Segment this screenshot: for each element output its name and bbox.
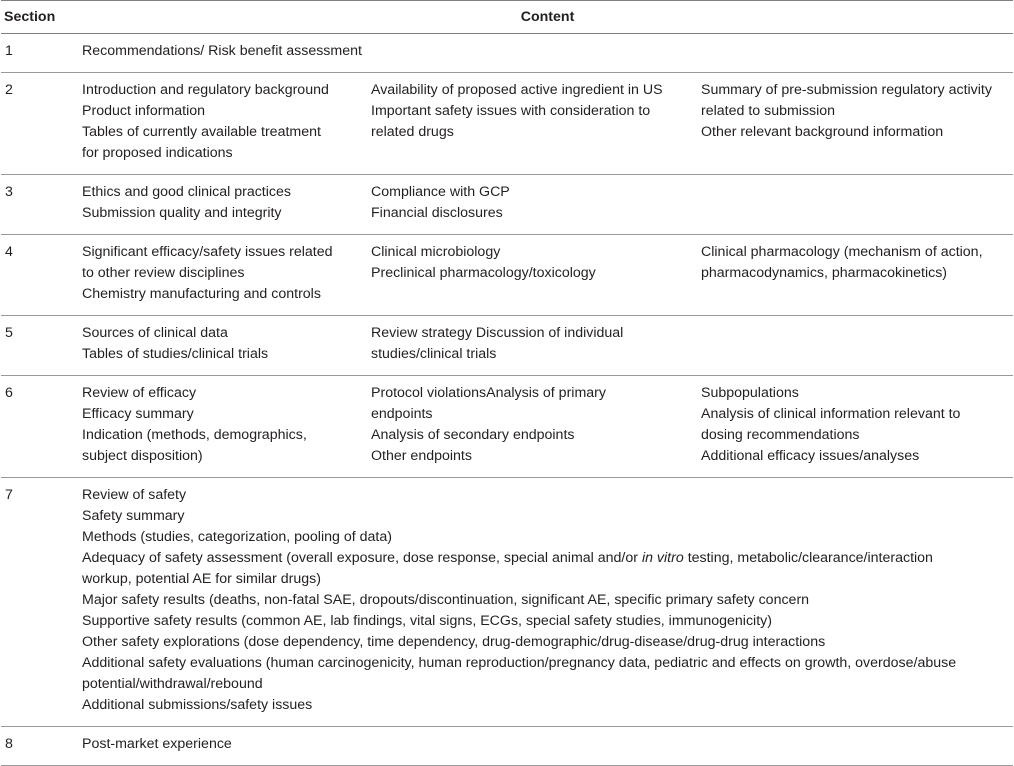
table-row	[1, 175, 1013, 235]
table-header-row	[1, 1, 1013, 34]
content-cell	[699, 73, 1013, 175]
content-line: Important safety issues with consideration to	[371, 103, 651, 119]
content-column-header: Content	[520, 9, 575, 25]
content-line	[82, 548, 1011, 569]
review-sections-table	[1, 0, 1013, 766]
content-fragment: testing, metabolic/clearance/interaction	[687, 550, 933, 566]
table-row	[1, 235, 1013, 316]
section-number: 5	[5, 325, 13, 341]
content-cell	[369, 376, 699, 478]
content-line: Clinical pharmacology (mechanism of action,	[701, 244, 983, 260]
content-line: Post-market experience	[82, 736, 232, 752]
content-cell	[79, 34, 1013, 73]
content-line: potential/withdrawal/rebound	[82, 676, 263, 692]
content-line: Other safety explorations (dose dependency, time dependency, drug-demographic/drug-disease/drug-drug interactions	[82, 634, 826, 650]
content-cell	[79, 727, 1013, 766]
content-line: workup, potential AE for similar drugs)	[82, 571, 321, 587]
content-line: Supportive safety results (common AE, lab findings, vital signs, ECGs, special safety studies, immunogenicity)	[82, 613, 772, 629]
content-line: Financial disclosures	[371, 205, 503, 221]
section-number: 6	[5, 385, 13, 401]
content-cell	[699, 316, 1013, 376]
table-row	[1, 478, 1013, 727]
content-line: Safety summary	[82, 508, 185, 524]
content-line: Introduction and regulatory background	[82, 82, 329, 98]
content-line: Submission quality and integrity	[82, 205, 282, 221]
content-line: Additional safety evaluations (human carcinogenicity, human reproduction/pregnancy data, pediatric and effects on growth, overdose/abuse	[82, 655, 957, 671]
content-line: for proposed indications	[82, 145, 233, 161]
content-line: dosing recommendations	[701, 427, 860, 443]
content-line: Recommendations/ Risk benefit assessment	[82, 43, 362, 59]
content-line: Product information	[82, 103, 206, 119]
content-cell	[699, 175, 1013, 235]
content-cell	[369, 73, 699, 175]
section-number: 2	[5, 82, 13, 98]
content-line: Ethics and good clinical practices	[82, 184, 291, 200]
content-cell	[369, 316, 699, 376]
content-line: Indication (methods, demographics,	[82, 427, 307, 443]
content-cell	[699, 235, 1013, 316]
content-cell	[699, 376, 1013, 478]
content-fragment: Adequacy of safety assessment (overall exposure, dose response, special animal and/or	[82, 550, 638, 566]
italic-term: in vitro	[641, 550, 684, 566]
table-row	[1, 73, 1013, 175]
content-line: Clinical microbiology	[371, 244, 501, 260]
content-line: Other relevant background information	[701, 124, 944, 140]
content-line: to other review disciplines	[82, 265, 245, 281]
section-number: 4	[5, 244, 13, 260]
table-row	[1, 34, 1013, 73]
table-row	[1, 316, 1013, 376]
content-line: Methods (studies, categorization, pooling of data)	[82, 529, 392, 545]
content-line: Additional efficacy issues/analyses	[701, 448, 920, 464]
content-line: endpoints	[371, 406, 433, 422]
content-line: Major safety results (deaths, non-fatal SAE, dropouts/discontinuation, significant AE, specific primary safety concern	[82, 592, 810, 608]
content-cell	[79, 316, 369, 376]
content-line: Review of safety	[82, 487, 187, 503]
content-line: Efficacy summary	[82, 406, 194, 422]
table-row	[1, 727, 1013, 766]
content-line: Subpopulations	[701, 385, 799, 401]
content-cell	[369, 235, 699, 316]
content-line: Chemistry manufacturing and controls	[82, 286, 321, 302]
content-line: related drugs	[371, 124, 454, 140]
section-number: 3	[5, 184, 13, 200]
section-number: 8	[5, 736, 13, 752]
content-line: Additional submissions/safety issues	[82, 697, 313, 713]
section-number: 1	[5, 43, 13, 59]
content-line: related to submission	[701, 103, 836, 119]
content-line: Summary of pre-submission regulatory activity	[701, 82, 992, 98]
content-line: Significant efficacy/safety issues related	[82, 244, 333, 260]
content-cell	[369, 175, 699, 235]
content-line: Preclinical pharmacology/toxicology	[371, 265, 596, 281]
section-column-header: Section	[4, 9, 56, 25]
content-line: pharmacodynamics, pharmacokinetics)	[701, 265, 948, 281]
content-line: Protocol violationsAnalysis of primary	[371, 385, 606, 401]
content-line: Analysis of secondary endpoints	[371, 427, 575, 443]
content-line: Tables of studies/clinical trials	[82, 346, 269, 362]
content-line: Review strategy Discussion of individual	[371, 325, 624, 341]
content-line: studies/clinical trials	[371, 346, 497, 362]
content-line: Availability of proposed active ingredient in US	[371, 82, 663, 98]
content-cell	[79, 175, 369, 235]
content-cell	[79, 478, 1013, 727]
content-cell	[79, 376, 369, 478]
content-line: Compliance with GCP	[371, 184, 510, 200]
content-line: subject disposition)	[82, 448, 203, 464]
content-line: Review of efficacy	[82, 385, 197, 401]
content-line: Analysis of clinical information relevant to	[701, 406, 961, 422]
content-line: Tables of currently available treatment	[82, 124, 321, 140]
section-number: 7	[5, 487, 13, 503]
content-line: Other endpoints	[371, 448, 472, 464]
content-cell	[79, 73, 369, 175]
table-row	[1, 376, 1013, 478]
content-line: Sources of clinical data	[82, 325, 228, 341]
content-cell	[79, 235, 369, 316]
